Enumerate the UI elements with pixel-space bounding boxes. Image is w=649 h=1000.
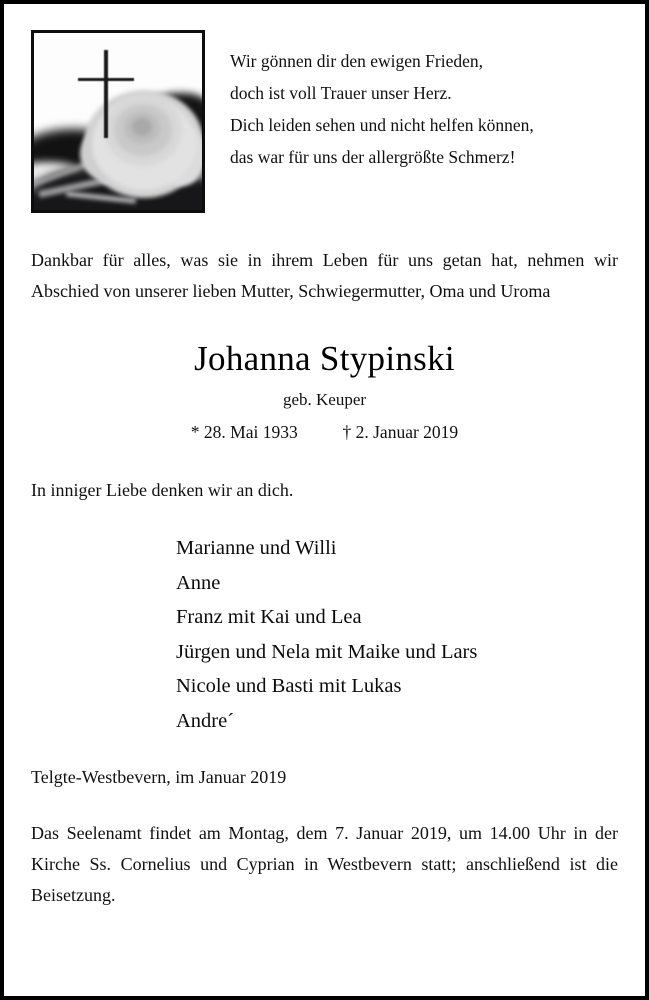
place-and-date: Telgte-Westbevern, im Januar 2019 <box>31 767 287 787</box>
death-symbol: † <box>342 422 352 442</box>
remembrance-line: In inniger Liebe denken wir an dich. <box>31 480 294 500</box>
maiden-name: geb. Keuper <box>282 390 367 409</box>
service-details: Das Seelenamt findet am Montag, dem 7. Januar 2019, um 14.00 Uhr in der Kirche Ss. Cornelius und Cyprian in Westbevern statt; anschließend ist die Beisetzung. <box>31 823 618 905</box>
photo-canvas <box>34 33 202 210</box>
memorial-photo <box>31 30 205 213</box>
list-item: Franz mit Kai und Lea <box>176 606 362 628</box>
cross-vertical-bar <box>104 50 108 138</box>
deceased-name: Johanna Stypinski <box>194 339 455 378</box>
poem-line-4: das war für uns der allergrößte Schmerz! <box>230 147 516 167</box>
birth-date: 28. Mai 1933 <box>203 422 298 442</box>
poem-line-2: doch ist voll Trauer unser Herz. <box>230 83 452 103</box>
obituary-content <box>4 4 645 996</box>
survivors-list <box>31 531 618 738</box>
header-row <box>31 30 618 213</box>
poem-block <box>230 30 534 173</box>
list-item: Anne <box>176 571 221 594</box>
list-item: Nicole und Basti mit Lukas <box>176 675 402 697</box>
birth-symbol: * <box>190 422 200 442</box>
cross-icon <box>78 50 134 138</box>
list-item: Jürgen und Nela mit Maike und Lars <box>176 640 478 663</box>
death-date: 2. Januar 2019 <box>355 422 459 442</box>
poem-line-1: Wir gönnen dir den ewigen Frieden, <box>230 51 483 71</box>
name-block <box>31 337 618 447</box>
cross-horizontal-bar <box>78 78 134 81</box>
list-item: Marianne und Willi <box>176 537 337 559</box>
rose-center <box>132 118 152 136</box>
list-item: Andre´ <box>176 709 235 732</box>
intro-paragraph: Dankbar für alles, was sie in ihrem Leben für uns getan hat, nehmen wir Abschied von unserer lieben Mutter, Schwiegermutter, Oma und Uroma <box>31 250 618 301</box>
poem-line-3: Dich leiden sehen und nicht helfen können, <box>230 115 534 135</box>
life-dates <box>31 417 618 447</box>
